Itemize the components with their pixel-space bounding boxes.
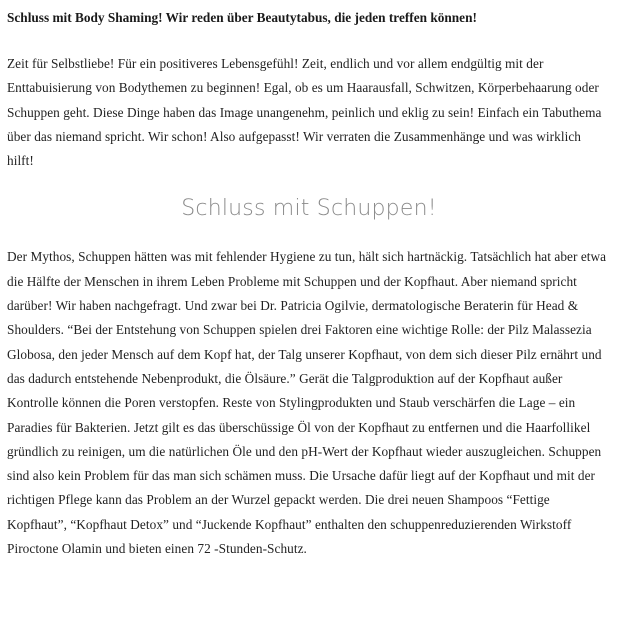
section-heading: Schluss mit Schuppen! (181, 196, 437, 222)
article-headline: Schluss mit Body Shaming! Wir reden über Beautytabus, die jeden treffen können! (7, 10, 477, 25)
body-paragraph: Der Mythos, Schuppen hätten was mit fehlender Hygiene zu tun, hält sich hartnäckig. Tatsächlich hat aber etwa die Hälfte der Menschen in ihrem Leben Probleme mit Schuppen und der Kopfhaut. Aber niemand spricht darüber! Wir haben nachgefragt. Und zwar bei Dr. Patricia Ogilvie, dermatologische Beraterin für Head & Shoulders. “Bei der Entstehung von Schuppen spielen drei Faktoren eine wichtige Rolle: der Pilz Malassezia Globosa, den jeder Mensch auf dem Kopf hat, der Talg unserer Kopfhaut, von dem sich dieser Pilz ernährt und das dadurch entstehende Nebenprodukt, die Ölsäure.” Gerät die Talgproduktion auf der Kopfhaut außer Kontrolle können die Poren verstopfen. Reste von Stylingprodukten und Staub verschärfen die Lage – ein Paradies für Bakterien. Jetzt gilt es das überschüssige Öl von der Kopfhaut zu entfernen und die Haarfollikel gründlich zu reinigen, um die natürlichen Öle und den pH-Wert der Kopfhaut wieder auszugleichen. Schuppen sind also kein Problem für das man sich schämen muss. Die Ursache dafür liegt auf der Kopfhaut und mit der richtigen Pflege kann das Problem an der Wurzel gepackt werden. Die drei neuen Shampoos “Fettige Kopfhaut”, “Kopfhaut Detox” und “Juckende Kopfhaut” enthalten den schuppenreduzierenden Wirkstoff Piroctone Olamin und bieten einen 72 -Stunden-Schutz. (7, 249, 607, 557)
article (7, 9, 611, 561)
intro-paragraph: Zeit für Selbstliebe! Für ein positiveres Lebensgefühl! Zeit, endlich und vor allem endgültig mit der Enttabuisierung von Bodythemen zu beginnen! Egal, ob es um Haarausfall, Schwitzen, Körperbehaarung oder Schuppen geht. Diese Dinge haben das Image unangenehm, peinlich und eklig zu sein! Einfach ein Tabuthema über das niemand spricht. Wir schon! Also aufgepasst! Wir verraten die Zusammenhänge und was wirklich hilft! (7, 56, 602, 169)
